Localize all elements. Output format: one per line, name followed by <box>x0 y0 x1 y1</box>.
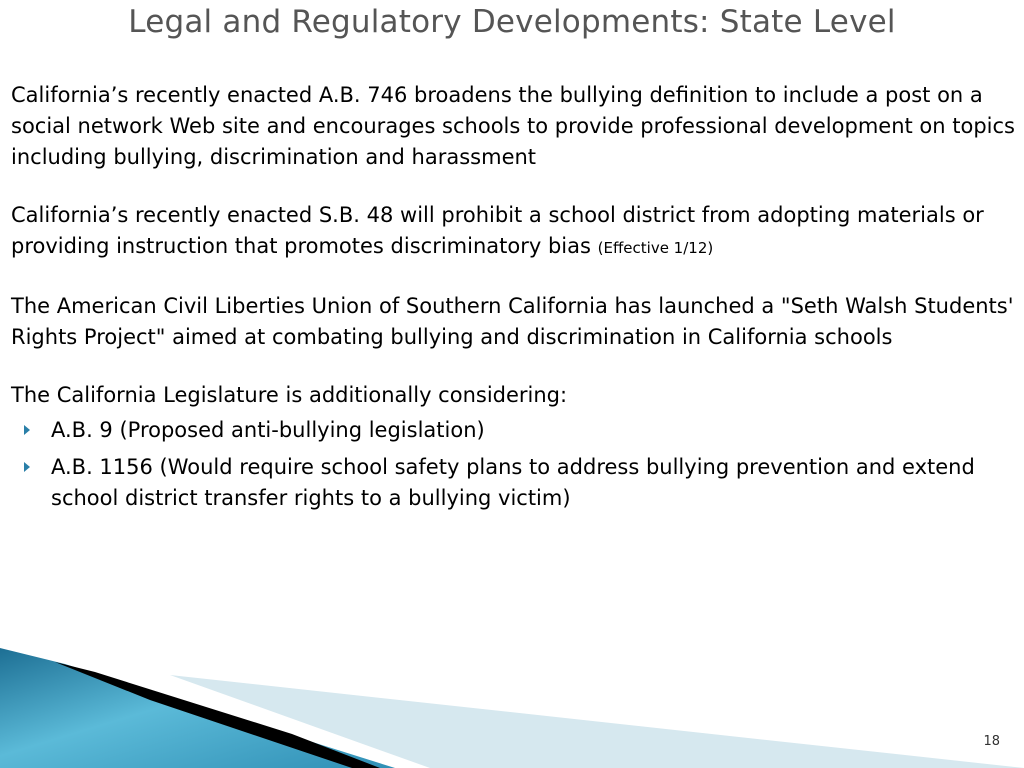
list-item <box>11 415 1016 446</box>
effective-date-note: (Effective 1/12) <box>597 239 714 257</box>
triangle-bullet-icon <box>24 425 30 435</box>
decorative-swoosh <box>0 640 1024 768</box>
paragraph-ab746: California’s recently enacted A.B. 746 broadens the bullying definition to include a post on a social network Web site and encourages schools to provide professional development on topics including bullying, discrimination and harassment <box>11 83 1015 169</box>
triangle-bullet-icon <box>24 462 30 472</box>
bullet-text: A.B. 9 (Proposed anti-bullying legislation) <box>51 418 485 442</box>
slide-body <box>11 80 1016 520</box>
paragraph-sb48-text: California’s recently enacted S.B. 48 will prohibit a school district from adopting materials or providing instruction that promotes discriminatory bias <box>11 203 984 258</box>
bullet-text: A.B. 1156 (Would require school safety plans to address bullying prevention and extend school district transfer rights to a bullying victim) <box>51 455 975 510</box>
list-item <box>11 452 1016 514</box>
paragraph-sb48 <box>11 200 1016 264</box>
bullet-list <box>11 415 1016 514</box>
paragraph-legislature: The California Legislature is additionally considering: <box>11 383 568 407</box>
slide-title: Legal and Regulatory Developments: State Level <box>128 4 896 40</box>
paragraph-aclu: The American Civil Liberties Union of Southern California has launched a "Seth Walsh Students' Rights Project" aimed at combating bullying and discrimination in California schools <box>11 294 1014 349</box>
page-number: 18 <box>983 734 1000 749</box>
